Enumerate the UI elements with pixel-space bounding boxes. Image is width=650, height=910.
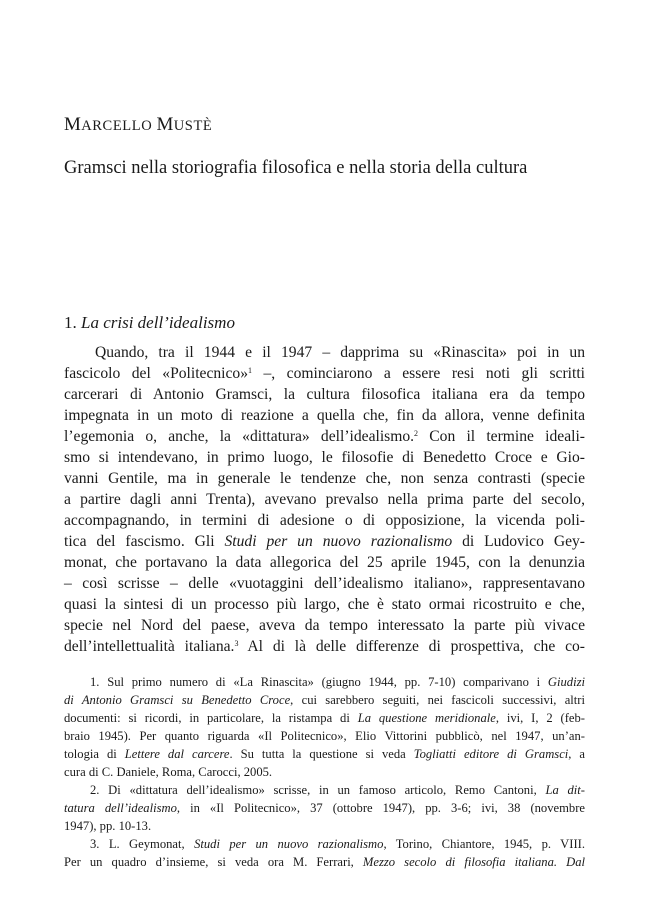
body-line: Quando, tra il 1944 e il 1947 – dapprima su «Rinascita» poi in un	[95, 344, 585, 361]
body-line: impegnata in un moto di reazione a quella che, fin da allora, venne definita	[64, 407, 585, 424]
body-line: dell’intellettualità italiana.$^3$ Al di là delle differenze di prospettiva, che co-	[64, 638, 585, 655]
footnote-line: cura di C. Daniele, Roma, Carocci, 2005.	[64, 765, 273, 779]
body-line: tica del fascismo. Gli Studi per un nuovo razionalismo di Ludovico Gey-	[64, 533, 585, 550]
body-line: accompagnando, in termini di adesione o di opposizione, la vicenda poli-	[64, 512, 585, 529]
body-line: specie nel Nord del paese, aveva da tempo interessato la parte più vivace	[64, 617, 585, 634]
body-line: carcerari di Antonio Gramsci, la cultura filosofica italiana era da tempo	[64, 386, 585, 403]
body-line: a partire dagli anni Trenta), avevano prevalso nella prima parte del secolo,	[64, 491, 585, 508]
footnote-line: 2. Di «dittatura dell’idealismo» scrisse, in un famoso articolo, Remo Cantoni, La dit-	[90, 783, 585, 797]
footnote-line: 1947), pp. 10-13.	[64, 819, 152, 833]
body-line: vanni Gentile, ma in generale le tendenze che, non senza contrasti (specie	[64, 470, 585, 487]
footnote-line: di Antonio Gramsci su Benedetto Croce, cui sarebbero seguiti, nei fascicoli successivi, altri	[64, 693, 585, 707]
body-line: – così scrisse – delle «vuotaggini dell’idealismo italiano», rappresentavano	[64, 575, 585, 592]
footnote-line: 1. Sul primo numero di «La Rinascita» (giugno 1944, pp. 7-10) comparivano i Giudizi	[90, 675, 585, 689]
footnote-line: braio 1945). Per quanto riguarda «Il Politecnico», Elio Vittorini pubblicò, nel 1947, un’an-	[64, 729, 585, 743]
footnote-line: tologia di Lettere dal carcere. Su tutta la questione si veda Togliatti editore di Gramsci, a	[64, 747, 585, 761]
footnote-ref[interactable]: 1	[248, 366, 253, 375]
body-line: monat, che portavano la data allegorica del 25 aprile 1945, con la denunzia	[64, 554, 585, 571]
footnote-ref[interactable]: 3	[234, 639, 239, 648]
author-name: MARCELLO MUSTÈ	[64, 114, 213, 135]
footnote-line: Per un quadro d’insieme, si veda ora M. Ferrari, Mezzo secolo di filosofia italiana. Dal	[64, 855, 585, 869]
footnote-line: 3. L. Geymonat, Studi per un nuovo razionalismo, Torino, Chiantore, 1945, p. VIII.	[90, 837, 586, 851]
footnote-line: tatura dell’idealismo, in «Il Politecnico», 37 (ottobre 1947), pp. 3-6; ivi, 38 (novembre	[64, 801, 585, 815]
footnote-ref[interactable]: 2	[414, 429, 419, 438]
body-line: smo si intendevano, in primo luogo, le filosofie di Benedetto Croce e Gio-	[64, 449, 585, 466]
chapter-title: Gramsci nella storiografia filosofica e nella storia della cultura	[64, 158, 528, 178]
body-line: quasi la sintesi di un processo più largo, che è stato ormai ricostruito e che,	[64, 596, 585, 613]
footnote-line: documenti: si ricordi, in particolare, la ristampa di La questione meridionale, ivi, I, 2 (feb-	[64, 711, 586, 725]
section-heading: 1. La crisi dell’idealismo	[64, 313, 235, 332]
body-line: l’egemonia o, anche, la «dittatura» dell’idealismo.$^2$ Con il termine ideali-	[64, 428, 585, 445]
body-line: fascicolo del «Politecnico»$^1$ –, cominciarono a essere resi noti gli scritti	[64, 365, 585, 382]
